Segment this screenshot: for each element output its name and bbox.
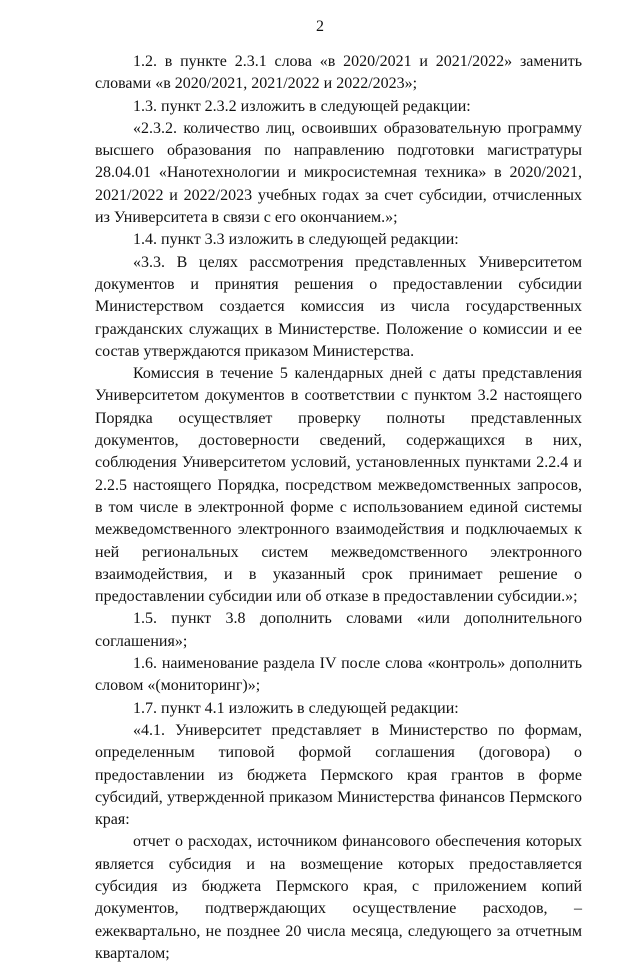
paragraph-1-2: 1.2. в пункте 2.3.1 слова «в 2020/2021 и 2021/2022» заменить словами «в 2020/2021, 2021/2022 и 2022/2023»; (95, 53, 582, 93)
page-number: 2 (316, 18, 324, 35)
paragraph-1-4: 1.4. пункт 3.3 изложить в следующей редакции: (133, 231, 459, 249)
paragraph-3-3: «3.3. В целях рассмотрения представленных Университетом документов и принятия решения о предоставлении субсидии Министерством создается комиссия из числа государственных гражданских служащих в Министерстве. Положение о комиссии и ее состав утверждаются приказом Министерства. (95, 253, 582, 360)
paragraph-1-5: 1.5. пункт 3.8 дополнить словами «или дополнительного соглашения»; (95, 610, 582, 650)
paragraph-1-6: 1.6. наименование раздела IV после слова «контроль» дополнить словом «(мониторинг)»; (95, 655, 582, 695)
paragraph-2-3-2: «2.3.2. количество лиц, освоивших образовательную программу высшего образования по направлению подготовки магистратуры 28.04.01 «Нанотехнологии и микросистемная техника» в 2020/2021, 2021/2022 и 2022/2023 учебных годах за счет субсидии, отчисленных из Университета в связи с его окончанием.»; (95, 119, 582, 227)
paragraph-commission: Комиссия в течение 5 календарных дней с даты представления Университетом документов в соответствии с пунктом 3.2 настоящего Порядка осуществляет проверку полноты представленных документов, достоверности сведений, содержащихся в них, соблюдения Университетом условий, установленных пунктами 2.2.4 и 2.2.5 настоящего Порядка, посредством межведомственных запросов, в том числе в электронной форме с использованием единой системы межведомственного электронного взаимодействия и подключаемых к ней региональных систем межведомственного электронного взаимодействия, и в указанный срок принимает решение о предоставлении субсидии или об отказе в предоставлении субсидии.»; (95, 365, 582, 606)
paragraph-4-1: «4.1. Университет представляет в Министерство по формам, определенным типовой формой соглашения (договора) о предоставлении из бюджета Пермского края грантов в форме субсидий, утвержденной приказом Министерства финансов Пермского края: (95, 721, 582, 829)
paragraph-1-7: 1.7. пункт 4.1 изложить в следующей редакции: (133, 699, 459, 717)
document-body (95, 51, 582, 965)
paragraph-1-3: 1.3. пункт 2.3.2 изложить в следующей редакции: (133, 97, 471, 115)
paragraph-expense-report: отчет о расходах, источником финансового обеспечения которых является субсидия и на возмещение которых предоставляется субсидия из бюджета Пермского края, с приложением копий документов, подтверждающих осуществление расходов, – ежеквартально, не позднее 20 числа месяца, следующего за отчетным кварталом; (95, 833, 582, 962)
